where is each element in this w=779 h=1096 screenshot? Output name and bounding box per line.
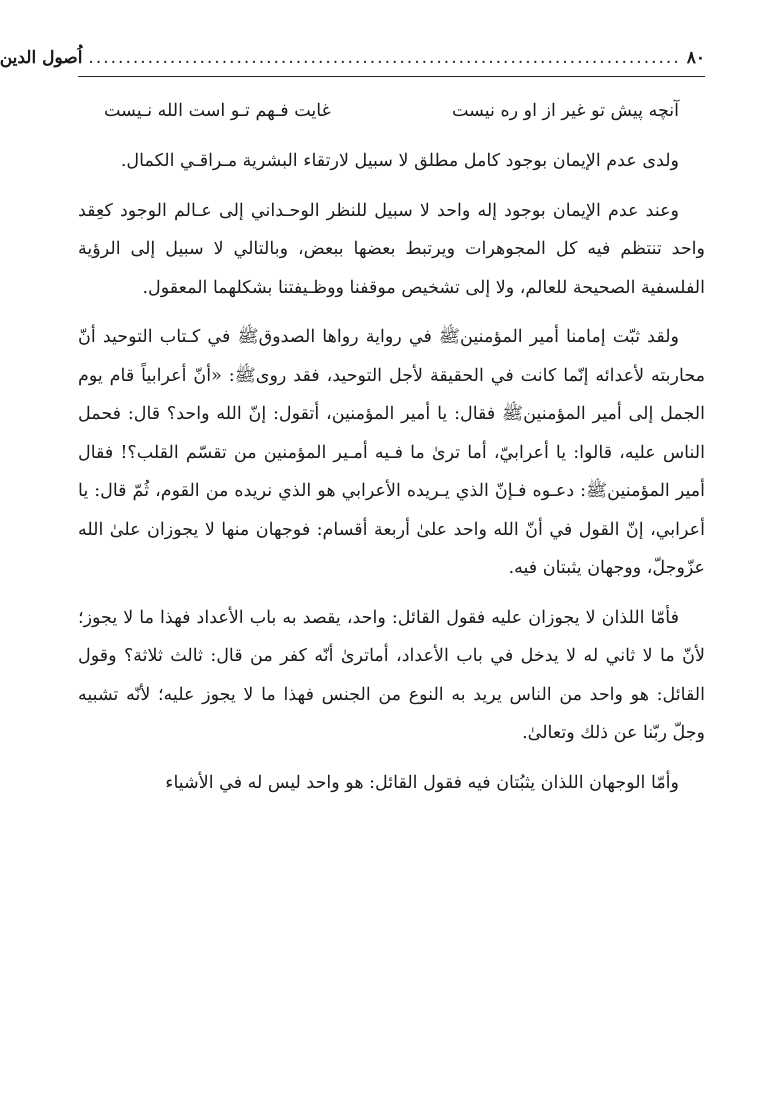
paragraph: وعند عدم الإيمان بوجود إله واحد لا سبيل للنظر الوحـداني إلى عـالم الوجود كعِقد واحد تنتظم فيه كل المجوهرات ويرتبط بعضها ببعض، وبالتالي لا سبيل إلى الرؤية الفلسفية الصحيحة للعالم، ولا إلى تشخيص موقفنا ووظـيفتنا بشكلهما المعقول.: [78, 200, 705, 298]
persian-verse: [104, 96, 679, 126]
header-divider: [78, 76, 705, 77]
header-leader-dots: ................................................................................: [88, 48, 681, 68]
verse-hemistich-first: آنچه پيش تو غير از او ره نيست: [451, 101, 679, 121]
running-title: اُصول الدين: [0, 48, 83, 68]
paragraph: ولدى عدم الإيمان بوجود كامل مطلق لا سبيل لارتقاء البشرية مـراقـي الكمال.: [120, 151, 679, 171]
verse-hemistich-second: غايت فـهم تـو است الله نـيست: [104, 101, 331, 121]
page-header: [0, 38, 705, 68]
paragraph: ولقد ثبّت إمامنا أمير المؤمنين‌ﷺ في رواية رواها الصدوق‌ﷺ في كـتاب التوحيد أنّ محاربته لأعدائه إنّما كانت في الحقيقة لأجل التوحيد، فقد روى‌ﷺ: «أنّ أعرابياً قام يوم الجمل إلى أمير المؤمنين‌ﷺ فقال: يا أمير المؤمنين، أتقول: إنّ الله واحد؟ قال: فحمل الناس عليه، قالوا: يا أعرابيّ، أما ترىٰ ما فـيه أمـير المؤمنين من تقسّم القلب؟! فقال أمير المؤمنين‌ﷺ: دعـوه فـإنّ الذي يـريده الأعرابي هو الذي نريده من القوم، ثُمّ قال: يا أعرابي، إنّ القول في أنّ الله واحد علىٰ أربعة أقسام: فوجهان منها لا يجوزان علىٰ الله عزّوجلّ، ووجهان يثبتان فيه.: [78, 327, 705, 578]
body-text: [78, 142, 705, 813]
paragraph: وأمّا الوجهان اللذان يثبُتان فيه فقول القائل: هو واحد ليس له في الأشياء: [165, 772, 679, 793]
page-number: ٨٠: [686, 48, 705, 68]
paragraph: فأمّا اللذان لا يجوزان عليه فقول القائل: واحد، يقصد به باب الأعداد فهذا ما لا يجوز؛ لأنّ ما لا ثاني له لا يدخل في باب الأعداد، أماترىٰ أنّه كفر من قال: ثالث ثلاثة؟ وقول القائل: هو واحد من الناس يريد به النوع من الجنس فهذا ما لا يجوز عليه؛ لأنّه تشبيه وجلّ ربّنا عن ذلك وتعالىٰ.: [78, 607, 705, 743]
